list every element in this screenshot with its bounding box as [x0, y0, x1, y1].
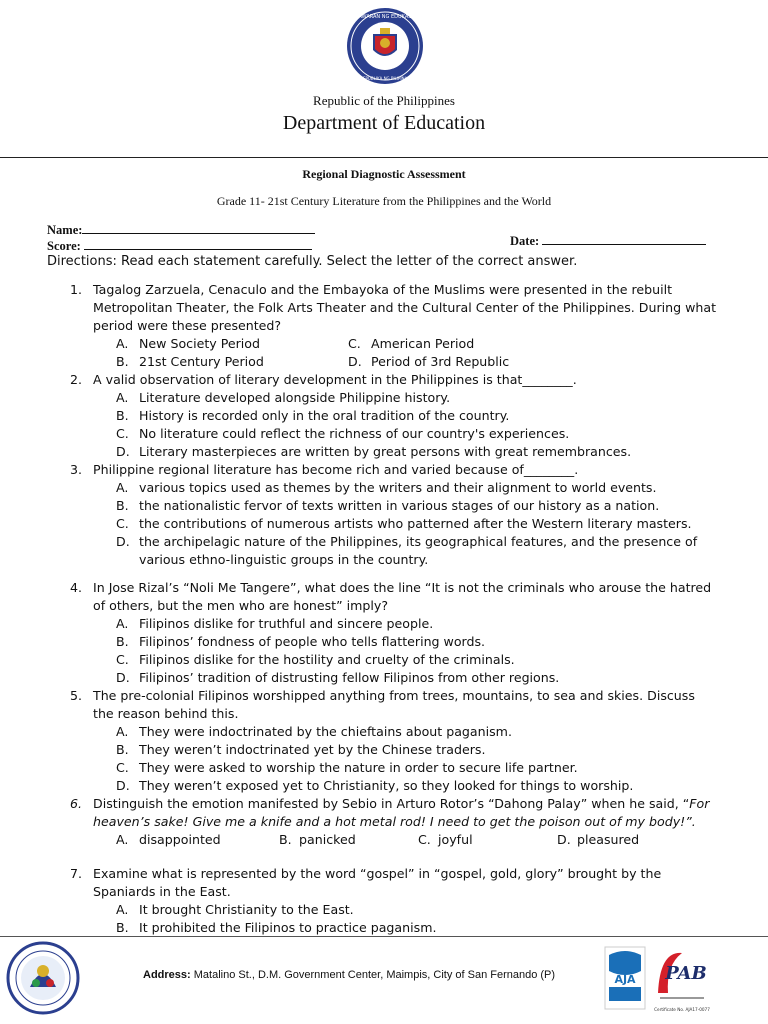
- option-letter: D.: [116, 778, 130, 793]
- option-text: They weren’t exposed yet to Christianity, so they looked for things to worship.: [139, 778, 634, 793]
- question-number: 4.: [70, 580, 83, 595]
- question-5: [0, 687, 768, 723]
- option[interactable]: [0, 479, 768, 497]
- option-letter: B.: [116, 408, 129, 423]
- option-letter[interactable]: C.: [348, 336, 361, 351]
- option[interactable]: [0, 919, 768, 937]
- option[interactable]: [0, 407, 768, 425]
- question-text: Philippine regional literature has become rich and varied because of________.: [93, 462, 579, 477]
- option-text: They were indoctrinated by the chieftains about paganism.: [139, 724, 512, 739]
- option-letter: C.: [116, 516, 129, 531]
- option-text: the nationalistic fervor of texts written in various stages of our history as a nation.: [139, 498, 660, 513]
- subject-title: Grade 11- 21st Century Literature from the Philippines and the World: [216, 194, 552, 208]
- option-letter: C.: [116, 760, 129, 775]
- option-text: History is recorded only in the oral tradition of the country.: [139, 408, 510, 423]
- address-text: Matalino St., D.M. Government Center, Maimpis, City of San Fernando (P): [193, 969, 556, 981]
- option[interactable]: [0, 443, 768, 461]
- option[interactable]: [0, 615, 768, 633]
- option-text: the archipelagic nature of the Philippines, its geographical features, and the presence of various ethno-linguistic groups in the country.: [139, 534, 698, 567]
- spacer: [0, 849, 768, 865]
- score-label: Score:: [47, 239, 81, 253]
- option-letter: C.: [116, 652, 129, 667]
- option-letter[interactable]: D.: [348, 354, 362, 369]
- option-letter: D.: [116, 670, 130, 685]
- address: [143, 967, 613, 989]
- question-number: 7.: [70, 866, 83, 881]
- question-number: 2.: [70, 372, 83, 387]
- option-text: They weren’t indoctrinated yet by the Chinese traders.: [139, 742, 486, 757]
- date-field[interactable]: [510, 232, 706, 249]
- option-letter[interactable]: C.: [418, 832, 431, 847]
- option-text: the contributions of numerous artists who patterned after the Western literary masters.: [139, 516, 692, 531]
- option-letter[interactable]: B.: [116, 354, 129, 369]
- option-letter: A.: [116, 724, 129, 739]
- option-text: Filipinos dislike for the hostility and cruelty of the criminals.: [139, 652, 515, 667]
- address-label: Address:: [143, 969, 191, 981]
- score-line[interactable]: [84, 237, 312, 250]
- option[interactable]: [0, 651, 768, 669]
- option-text[interactable]: 21st Century Period: [139, 354, 264, 369]
- name-field[interactable]: [47, 221, 315, 238]
- option-letter: D.: [116, 444, 130, 459]
- option-text: various topics used as themes by the writers and their alignment to world events.: [139, 480, 657, 495]
- question-list: [0, 281, 768, 937]
- option-text: Literary masterpieces are written by great persons with great remembrances.: [139, 444, 632, 459]
- option-row: [0, 353, 768, 371]
- question-6: [0, 795, 768, 831]
- question-text: A valid observation of literary development in the Philippines is that________.: [93, 372, 577, 387]
- question-text: In Jose Rizal’s “Noli Me Tangere”, what does the line “It is not the criminals who arouse the hatred of others, but the men who are honest” imply?: [93, 580, 712, 613]
- option-letter[interactable]: B.: [279, 832, 292, 847]
- svg-text:KAGAWARAN NG EDUKASYON: KAGAWARAN NG EDUKASYON: [348, 14, 422, 20]
- option-letter: B.: [116, 498, 129, 513]
- option[interactable]: [0, 901, 768, 919]
- option[interactable]: [0, 497, 768, 515]
- option[interactable]: [0, 389, 768, 407]
- option[interactable]: [0, 723, 768, 741]
- question-7: [0, 865, 768, 901]
- option-text[interactable]: Period of 3rd Republic: [371, 354, 510, 369]
- option[interactable]: [0, 741, 768, 759]
- spacer: [0, 569, 768, 579]
- question-text: The pre-colonial Filipinos worshipped anything from trees, mountains, to sea and skies. Discuss the reason behind this.: [93, 688, 695, 721]
- option[interactable]: [0, 425, 768, 443]
- certificate-no: Certificate No. AJA17-0077: [654, 1007, 710, 1012]
- option[interactable]: [0, 633, 768, 651]
- question-number: 3.: [70, 462, 83, 477]
- svg-text:REPUBLIKA NG PILIPINAS: REPUBLIKA NG PILIPINAS: [360, 76, 410, 81]
- question-3: [0, 461, 768, 479]
- question-text: Tagalog Zarzuela, Cenaculo and the Embayoka of the Muslims were presented in the rebuilt Metropolitan Theater, the Folk Arts Theater and the Cultural Center of the Philippines. During what period were these presented?: [93, 282, 717, 333]
- option[interactable]: [0, 515, 768, 533]
- option-text: It prohibited the Filipinos to practice paganism.: [139, 920, 437, 935]
- question-number: 1.: [70, 282, 83, 297]
- option-letter: C.: [116, 426, 129, 441]
- question-text: Examine what is represented by the word “gospel” in “gospel, gold, glory” brought by the Spaniards in the East.: [93, 866, 662, 899]
- name-label: Name:: [47, 223, 83, 237]
- option-letter: A.: [116, 616, 129, 631]
- option-letter[interactable]: D.: [557, 832, 571, 847]
- option-letter: D.: [116, 534, 130, 549]
- score-field[interactable]: [47, 237, 312, 254]
- option-text[interactable]: joyful: [438, 832, 473, 847]
- option-text: Filipinos’ fondness of people who tells flattering words.: [139, 634, 486, 649]
- question-4: [0, 579, 768, 615]
- question-number: 6.: [70, 796, 83, 811]
- option-text[interactable]: American Period: [371, 336, 475, 351]
- option-letter: B.: [116, 742, 129, 757]
- option-letter: A.: [116, 902, 129, 917]
- header-divider: [0, 157, 768, 158]
- footer-divider: [0, 936, 768, 937]
- option[interactable]: [0, 777, 768, 795]
- option[interactable]: [0, 533, 768, 569]
- directions: Directions: Read each statement carefully. Select the letter of the correct answer.: [47, 254, 578, 269]
- option-letter: B.: [116, 920, 129, 935]
- option-letter: B.: [116, 634, 129, 649]
- option-row: [0, 335, 768, 353]
- deped-region-seal-icon: [6, 941, 80, 1015]
- option-letter[interactable]: A.: [116, 336, 129, 351]
- question-2: [0, 371, 768, 389]
- name-line[interactable]: [82, 221, 315, 234]
- pab-label: PAB: [665, 963, 707, 984]
- assessment-title: Regional Diagnostic Assessment: [302, 167, 466, 181]
- deped-seal-icon: [345, 6, 425, 86]
- option-text[interactable]: panicked: [299, 832, 356, 847]
- date-line[interactable]: [542, 232, 706, 245]
- option-letter[interactable]: A.: [116, 832, 129, 847]
- option-letter: A.: [116, 390, 129, 405]
- republic-heading: Republic of the Philippines: [313, 93, 455, 108]
- question-text: Distinguish the emotion manifested by Sebio in Arturo Rotor’s “Dahong Palay” when he said, “: [93, 796, 690, 811]
- option-text: Filipinos dislike for truthful and sincere people.: [139, 616, 434, 631]
- option-text: Literature developed alongside Philippine history.: [139, 390, 451, 405]
- option-text[interactable]: disappointed: [139, 832, 221, 847]
- option-text: Filipinos’ tradition of distrusting fellow Filipinos from other regions.: [139, 670, 560, 685]
- department-heading: Department of Education: [282, 112, 486, 134]
- option[interactable]: [0, 759, 768, 777]
- date-label: Date:: [510, 234, 540, 248]
- option-letter: A.: [116, 480, 129, 495]
- question-1: [0, 281, 768, 335]
- option-text[interactable]: New Society Period: [139, 336, 261, 351]
- option-text[interactable]: pleasured: [577, 832, 640, 847]
- option-text: They were asked to worship the nature in order to secure life partner.: [139, 760, 578, 775]
- question-number: 5.: [70, 688, 83, 703]
- aja-certification-logo: [603, 945, 647, 1013]
- option-text: It brought Christianity to the East.: [139, 902, 354, 917]
- question-quote: For heaven’s sake! Give me a knife and a hot metal rod! I need to get the poison out of my body!”.: [93, 796, 710, 829]
- option[interactable]: [0, 669, 768, 687]
- pab-accreditation-logo: [652, 943, 712, 1015]
- option-row: [0, 831, 768, 849]
- aja-label: AJA: [614, 973, 636, 986]
- option-text: No literature could reflect the richness of our country's experiences.: [139, 426, 570, 441]
